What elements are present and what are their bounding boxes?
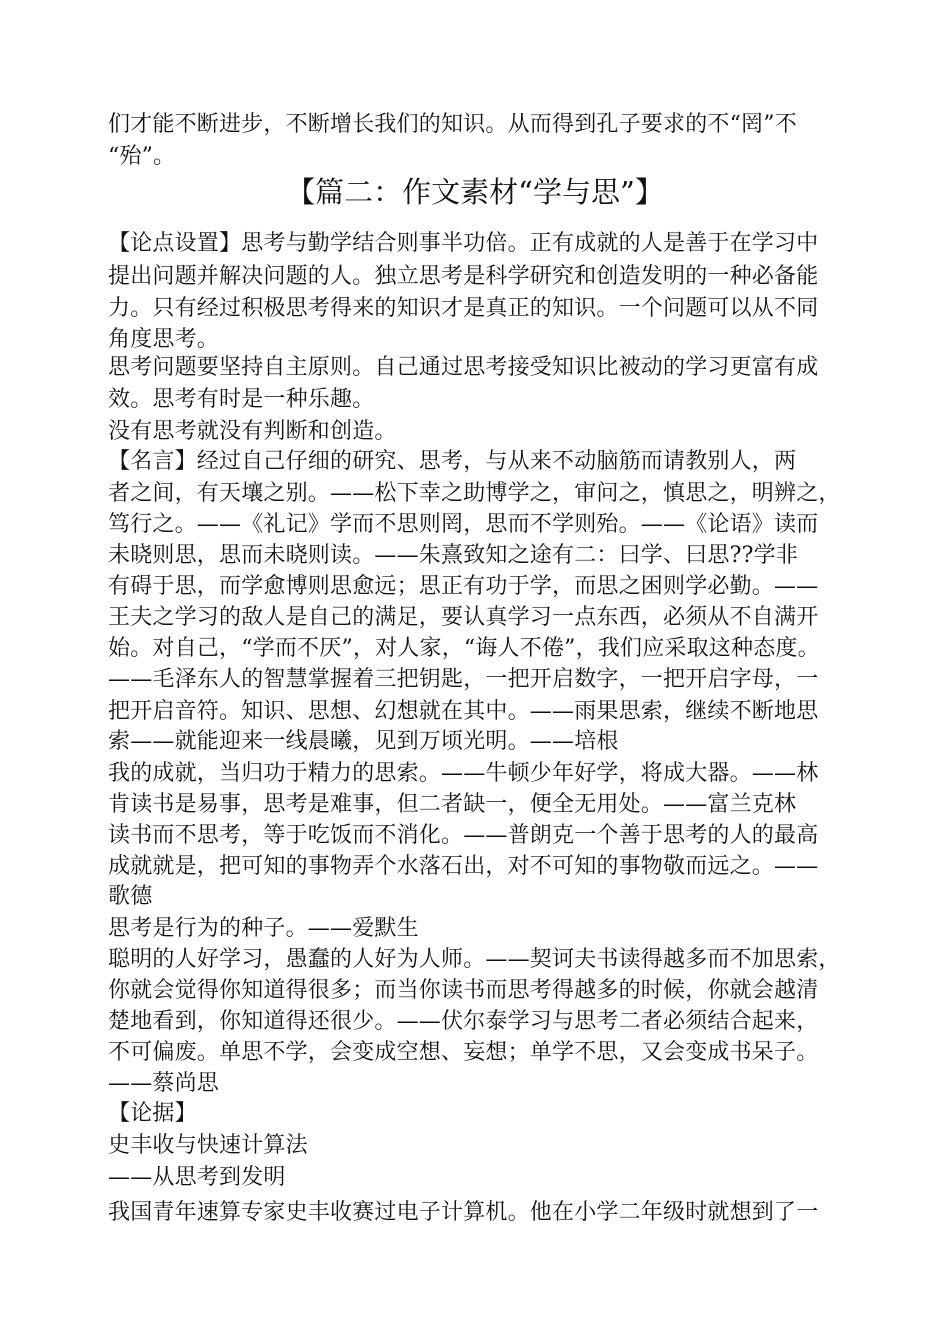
text-line: 我国青年速算专家史丰收赛过电子计算机。他在小学二年级时就想到了一 — [108, 1200, 819, 1225]
text-line: 【名言】经过自己仔细的研究、思考，与从来不动脑筋而请教别人，两 — [108, 449, 797, 474]
text-line: 们才能不断进步，不断增长我们的知识。从而得到孔子要求的不“罔”不 — [108, 112, 797, 137]
text-line: 歌德 — [108, 884, 153, 909]
text-line: 【论点设置】思考与勤学结合则事半功倍。正有成就的人是善于在学习中 — [108, 231, 819, 256]
text-line: 史丰收与快速计算法 — [108, 1133, 308, 1158]
text-line: 把开启音符。知识、思想、幻想就在其中。——雨果思索，继续不断地思 — [108, 699, 819, 724]
text-line: 笃行之。——《礼记》学而不思则罔，思而不学则殆。——《论语》读而 — [108, 512, 819, 537]
text-line: ——蔡尚思 — [108, 1071, 220, 1096]
text-line: 思考是行为的种子。——爱默生 — [108, 916, 419, 941]
text-line: 【论据】 — [108, 1101, 197, 1126]
text-line: 始。对自己，“学而不厌”，对人家，“诲人不倦”，我们应采取这种态度。 — [108, 636, 820, 661]
text-line: 聪明的人好学习，愚蠢的人好为人师。——契诃夫书读得越多而不加思索， — [108, 947, 841, 972]
text-line: 效。思考有时是一种乐趣。 — [108, 387, 375, 412]
text-line: 没有思考就没有判断和创造。 — [108, 419, 397, 444]
text-line: 有碍于思，而学愈博则思愈远；思正有功于学，而思之困则学必勤。—— — [108, 574, 819, 599]
text-line: 力。只有经过积极思考得来的知识才是真正的知识。一个问题可以从不同 — [108, 296, 819, 321]
text-line: ——从思考到发明 — [108, 1165, 286, 1190]
text-line: 提出问题并解决问题的人。独立思考是科学研究和创造发明的一种必备能 — [108, 264, 819, 289]
text-line: 楚地看到，你知道得还很少。——伏尔泰学习与思考二者必须结合起来， — [108, 1009, 819, 1034]
text-line: 你就会觉得你知道得很多；而当你读书而思考得越多的时候，你就会越清 — [108, 978, 819, 1003]
text-line: 思考问题要坚持自主原则。自己通过思考接受知识比被动的学习更富有成 — [108, 355, 819, 380]
text-line: “殆”。 — [108, 144, 176, 169]
text-line: 读书而不思考，等于吃饭而不消化。——普朗克一个善于思考的人的最高 — [108, 823, 819, 848]
text-line: 角度思考。 — [108, 327, 220, 352]
text-line: 不可偏废。单思不学，会变成空想、妄想；单学不思，又会变成书呆子。 — [108, 1040, 819, 1065]
text-line: 肯读书是易事，思考是难事，但二者缺一，便全无用处。——富兰克林 — [108, 792, 797, 817]
text-line: 王夫之学习的敌人是自己的满足，要认真学习一点东西，必须从不自满开 — [108, 605, 819, 630]
text-line: 者之间，有天壤之别。——松下幸之助博学之，审问之，慎思之，明辨之， — [108, 481, 841, 506]
text-line: 索——就能迎来一线晨曦，见到万顷光明。——培根 — [108, 729, 619, 754]
text-line: 成就就是，把可知的事物弄个水落石出，对不可知的事物敬而远之。—— — [108, 854, 819, 879]
text-line: 我的成就，当归功于精力的思索。——牛顿少年好学，将成大器。——林 — [108, 761, 819, 786]
section-title: 【篇二：作文素材“学与思”】 — [286, 175, 664, 209]
text-line: ——毛泽东人的智慧掌握着三把钥匙，一把开启数字，一把开启字母，一 — [108, 667, 819, 692]
text-line: 未晓则思，思而未晓则读。——朱熹致知之途有二：曰学、曰思??学非 — [108, 543, 798, 568]
